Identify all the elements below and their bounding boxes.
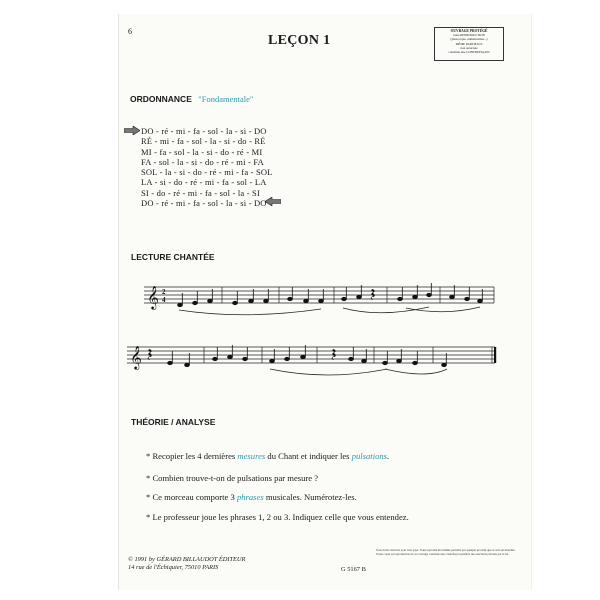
scale-line: DO - ré - mi - fa - sol - la - si - DO — [141, 126, 267, 136]
question-3 — [146, 492, 357, 502]
legal-fineprint: Tous droits réservés pour tous pays. Toute reproduction même partielle par quelque procédé que ce soit est interdite. Toute copie ou reproduction de cet ouvrage constitue une contrefaçon passible des sanctions prévues par la loi. — [376, 548, 516, 556]
stamp-title: OUVRAGE PROTÉGÉ — [450, 29, 488, 33]
stamp-line: non autorisée — [460, 45, 478, 50]
copyright-line: 14 rue de l'Échiquier, 75010 PARIS — [128, 563, 219, 571]
scale-line: FA - sol - la - si - do - ré - mi - FA — [141, 156, 264, 167]
keyword-phrases: phrases — [236, 492, 264, 502]
question-4: * Le professeur joue les phrases 1, 2 ou 3. Indiquez celle que vous entendez. — [146, 512, 409, 522]
question-2: * Combien trouve-t-on de pulsations par mesure ? — [146, 473, 319, 483]
page-number: 6 — [128, 27, 132, 36]
svg-text:𝄞: 𝄞 — [130, 345, 142, 369]
keyword-pulsations: pulsations — [351, 451, 388, 461]
scale-line: SOL - la - si - do - ré - mi - fa - SOL — [141, 167, 273, 178]
question-punctuation: . — [387, 451, 390, 461]
stamp-line: toute REPRODUCTION — [453, 33, 485, 38]
question-1 — [146, 451, 389, 461]
ordonnance-subtitle: "Fondamentale" — [198, 94, 254, 104]
catalog-number: G 5167 B — [341, 566, 366, 573]
time-sig-bottom: 4 — [162, 296, 166, 304]
scale-line: DO - ré - mi - fa - sol - la - si - DO — [141, 198, 267, 209]
lesson-title: LEÇON 1 — [268, 33, 331, 48]
music-staff-2 — [127, 335, 499, 387]
ordonnance-title: ORDONNANCE — [130, 94, 192, 104]
scale-line: MI - fa - sol - la - si - do - ré - MI — [141, 146, 263, 157]
question-text: du Chant et indiquer les — [267, 451, 350, 461]
scale-line: SI - do - ré - mi - fa - sol - la - SI — [141, 187, 261, 198]
svg-text:𝄞: 𝄞 — [147, 285, 159, 309]
theorie-heading: THÉORIE / ANALYSE — [131, 417, 216, 427]
copyright-notice — [128, 556, 245, 571]
question-text: * Recopier les 4 dernières — [146, 451, 236, 461]
music-staff-1 — [144, 276, 496, 324]
scales-list — [141, 126, 273, 208]
stamp-line: (photocopie, numérisation...) — [450, 37, 488, 42]
scale-line: RÉ - mi - fa - sol - la - si - do - RÉ — [141, 136, 266, 147]
lecture-heading: LECTURE CHANTÉE — [131, 252, 215, 262]
stamp-line: MÊME PARTIELLE — [455, 41, 483, 46]
scale-line: LA - si - do - ré - mi - fa - sol - LA — [141, 177, 267, 188]
time-sig-top: 2 — [162, 288, 166, 296]
copyright-stamp — [434, 27, 504, 61]
question-text: musicales. Numérotez-les. — [265, 492, 357, 502]
keyword-mesures: mesures — [237, 451, 266, 461]
stamp-line: constitue une CONTREFAÇON — [448, 50, 490, 55]
arrow-right-icon — [124, 126, 140, 135]
copyright-line: © 1991 by GÉRARD BILLAUDOT ÉDITEUR — [128, 556, 246, 563]
ordonnance-heading — [130, 94, 253, 104]
question-text: * Ce morceau comporte 3 — [146, 492, 235, 502]
